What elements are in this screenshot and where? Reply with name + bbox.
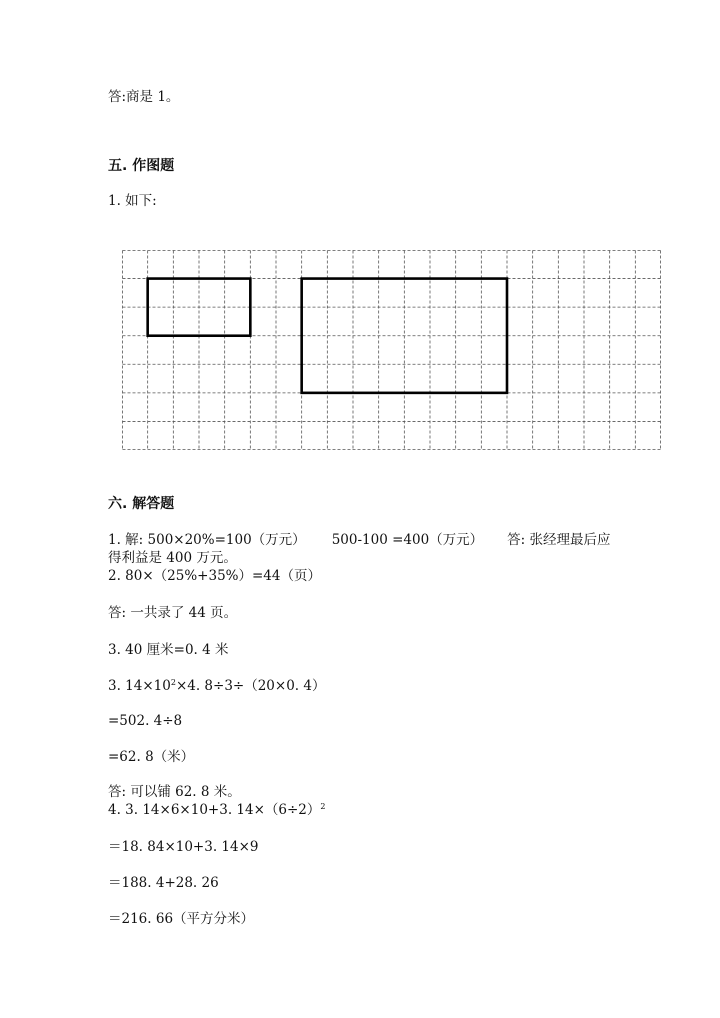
section6-title: 六. 解答题 <box>108 496 175 512</box>
grid-lines <box>123 251 661 450</box>
q3b-post: ×4. 8÷3÷（20×0. 4） <box>175 678 326 694</box>
q4-exponent: 2 <box>320 802 326 811</box>
previous-answer: 答:商是 1。 <box>108 89 180 105</box>
q3b-answer: 答: 可以铺 62. 8 米。 <box>108 784 241 800</box>
q3b-step1: =502. 4÷8 <box>108 713 183 729</box>
q3b-exponent: 2 <box>170 678 176 687</box>
q4-step1: ＝18. 84×10+3. 14×9 <box>108 839 259 855</box>
q4-step2: ＝188. 4+28. 26 <box>108 875 219 891</box>
q4-pre: 4. 3. 14×6×10+3. 14×（6÷2） <box>108 802 321 818</box>
q1-line2: 得利益是 400 万元。 <box>108 550 237 566</box>
q3b-pre: 3. 14×10 <box>108 678 171 694</box>
q2-line1: 2. 80×（25%+35%）=44（页） <box>108 568 321 584</box>
q2-answer: 答: 一共录了 44 页。 <box>108 605 238 621</box>
q1-part1: 1. 解: 500×20%=100（万元） <box>108 532 306 548</box>
section5-q1: 1. 如下: <box>108 193 157 209</box>
q1-part2: 500-100 =400（万元） <box>331 532 484 548</box>
q3b-line1 <box>108 677 325 695</box>
q3a-line: 3. 40 厘米=0. 4 米 <box>108 642 229 658</box>
q4-step3: ＝216. 66（平方分米） <box>108 911 255 927</box>
section5-title: 五. 作图题 <box>108 158 175 174</box>
q1-line1 <box>108 531 611 549</box>
q3b-step2: =62. 8（米） <box>108 749 195 765</box>
grid-figure <box>122 250 661 450</box>
q1-part3: 答: 张经理最后应 <box>507 532 611 548</box>
q4-line1 <box>108 801 325 819</box>
